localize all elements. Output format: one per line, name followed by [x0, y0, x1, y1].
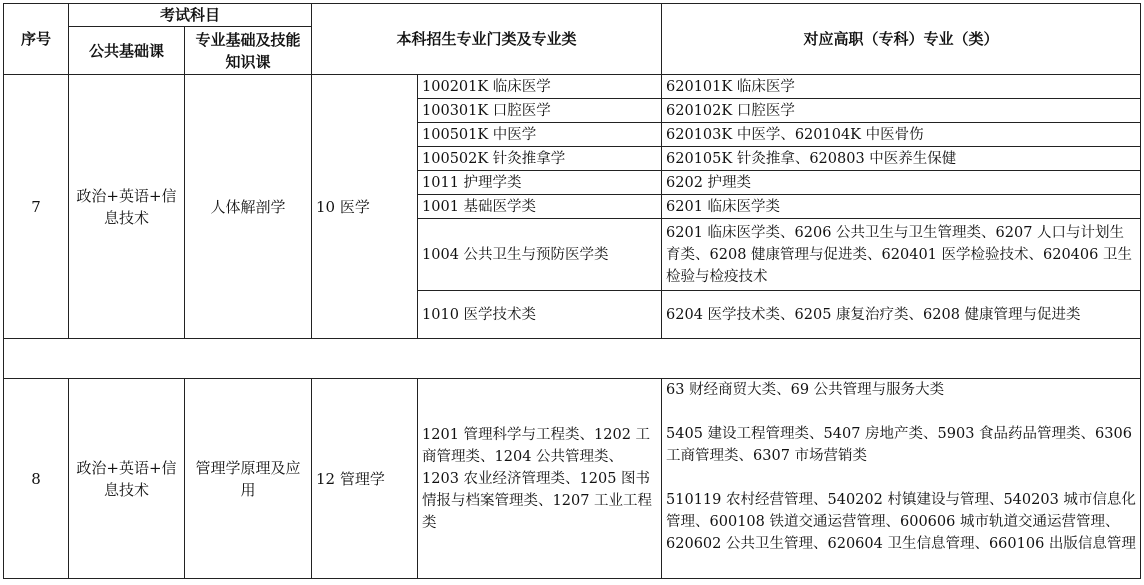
vocational-paragraph: 5405 建设工程管理类、5407 房地产类、5903 食品药品管理类、6306 工商管理类、6307 市场营销类 [666, 426, 1132, 464]
separator-cell [4, 339, 1141, 379]
major-cell: 1004 公共卫生与预防医学类 [418, 219, 662, 291]
major-cell: 100502K 针灸推拿学 [418, 147, 662, 171]
major-cell: 100301K 口腔医学 [418, 99, 662, 123]
header-public-course: 公共基础课 [69, 27, 185, 75]
professional-course-cell: 管理学原理及应用 [185, 379, 312, 579]
table-row [4, 75, 1141, 99]
major-cell: 100501K 中医学 [418, 123, 662, 147]
vocational-cell [662, 379, 1141, 579]
major-cell: 1010 医学技术类 [418, 291, 662, 339]
header-professional-course: 专业基础及技能知识课 [185, 27, 312, 75]
major-cell: 1201 管理科学与工程类、1202 工商管理类、1204 公共管理类、1203 农业经济管理类、1205 图书情报与档案管理类、1207 工业工程类 [418, 379, 662, 579]
seq-cell: 8 [4, 379, 69, 579]
header-exam-subjects: 考试科目 [69, 4, 312, 27]
separator-row [4, 339, 1141, 379]
vocational-cell: 620105K 针灸推拿、620803 中医养生保健 [662, 147, 1141, 171]
vocational-paragraph: 63 财经商贸大类、69 公共管理与服务大类 [666, 382, 945, 398]
vocational-cell: 6204 医学技术类、6205 康复治疗类、6208 健康管理与促进类 [662, 291, 1141, 339]
vocational-cell: 6201 临床医学类、6206 公共卫生与卫生管理类、6207 人口与计划生育类、6208 健康管理与促进类、620401 医学检验技术、620406 卫生检验与检疫技术 [662, 219, 1141, 291]
category-cell: 10 医学 [312, 75, 418, 339]
header-row-1 [4, 4, 1141, 27]
vocational-paragraph: 510119 农村经营管理、540202 村镇建设与管理、540203 城市信息化管理、600108 铁道交通运营管理、600606 城市轨道交通运营管理、620602 公共卫生管理、620604 卫生信息管理、660106 出版信息管理 [666, 492, 1136, 552]
public-course-cell: 政治+英语+信息技术 [69, 75, 185, 339]
major-cell: 1011 护理学类 [418, 171, 662, 195]
vocational-cell: 6201 临床医学类 [662, 195, 1141, 219]
vocational-cell: 620101K 临床医学 [662, 75, 1141, 99]
header-vocational-majors: 对应高职（专科）专业（类） [662, 4, 1141, 75]
table-row [4, 379, 1141, 579]
major-cell: 100201K 临床医学 [418, 75, 662, 99]
vocational-cell: 6202 护理类 [662, 171, 1141, 195]
public-course-cell: 政治+英语+信息技术 [69, 379, 185, 579]
header-seq: 序号 [4, 4, 69, 75]
category-cell: 12 管理学 [312, 379, 418, 579]
seq-cell: 7 [4, 75, 69, 339]
admission-table [3, 3, 1141, 579]
vocational-cell: 620102K 口腔医学 [662, 99, 1141, 123]
vocational-cell: 620103K 中医学、620104K 中医骨伤 [662, 123, 1141, 147]
header-undergrad-majors: 本科招生专业门类及专业类 [312, 4, 662, 75]
professional-course-cell: 人体解剖学 [185, 75, 312, 339]
major-cell: 1001 基础医学类 [418, 195, 662, 219]
